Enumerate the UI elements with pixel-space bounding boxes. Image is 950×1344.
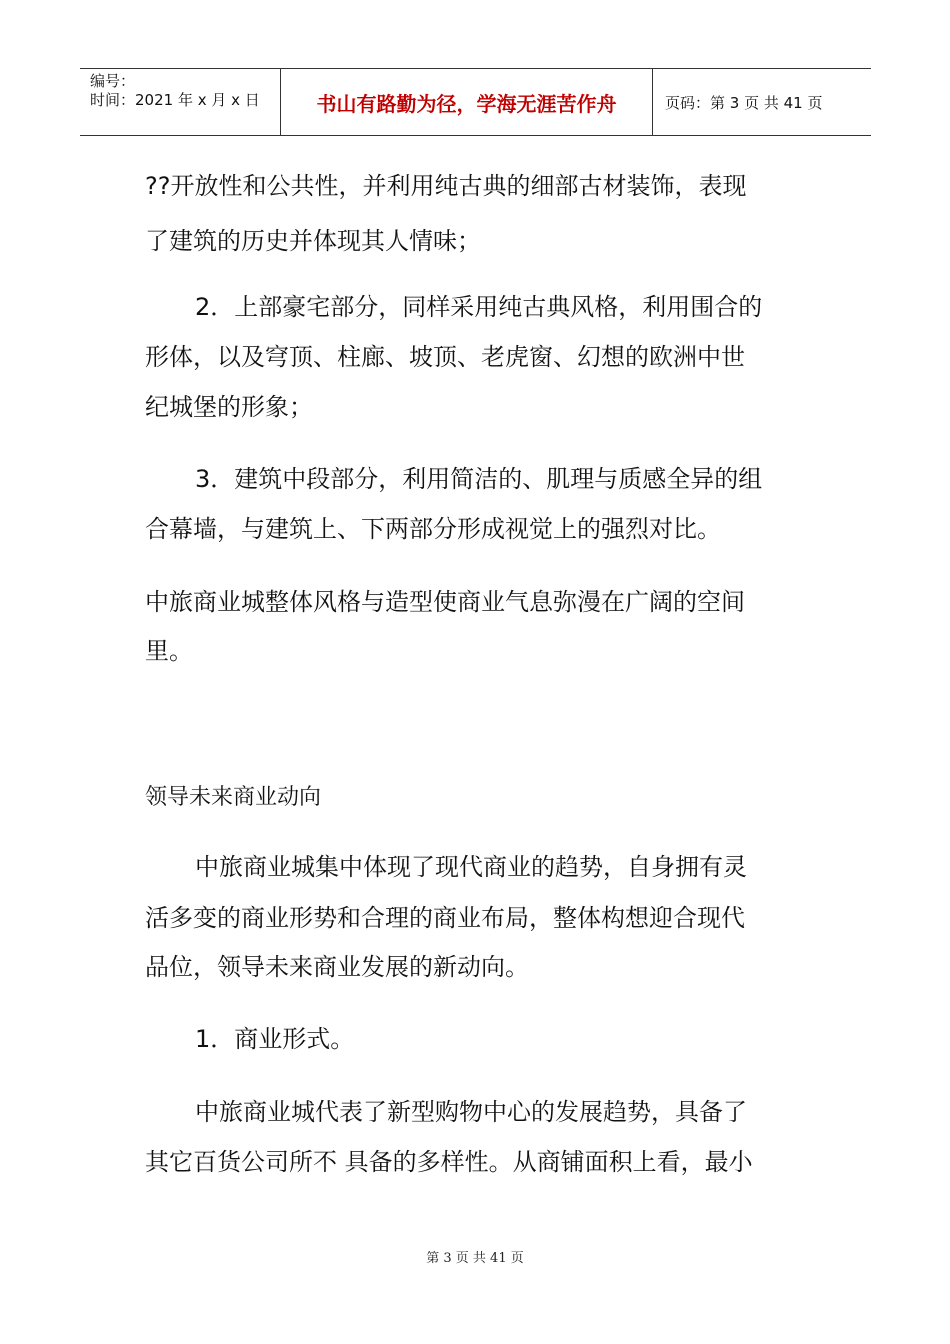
paragraph-line: 合幕墙，与建筑上、下两部分形成视觉上的强烈对比。 bbox=[145, 515, 721, 543]
header-page-info: 页码：第 3 页 共 41 页 bbox=[665, 93, 823, 112]
header-motto: 书山有路勤为径，学海无涯苦作舟 bbox=[281, 69, 653, 135]
paragraph-line: 3．建筑中段部分，利用简洁的、肌理与质感全异的组 bbox=[195, 465, 763, 493]
paragraph-line: 里。 bbox=[145, 637, 193, 665]
paragraph-line: 中旅商业城代表了新型购物中心的发展趋势，具备了 bbox=[195, 1098, 747, 1126]
paragraph-line: ??开放性和公共性，并利用纯古典的细部古材装饰，表现 bbox=[145, 172, 747, 200]
time-label: 时间：2021 年 x 月 x 日 bbox=[90, 91, 260, 109]
paragraph-line: 中旅商业城整体风格与造型使商业气息弥漫在广阔的空间 bbox=[145, 588, 745, 616]
paragraph-line: 中旅商业城集中体现了现代商业的趋势，自身拥有灵 bbox=[195, 853, 747, 881]
page-footer: 第 3 页 共 41 页 bbox=[426, 1251, 524, 1266]
paragraph-line: 2．上部豪宅部分，同样采用纯古典风格，利用围合的 bbox=[195, 293, 763, 321]
section-heading: 领导未来商业动向 bbox=[145, 785, 322, 810]
paragraph-line: 其它百货公司所不 具备的多样性。从商铺面积上看，最小 bbox=[145, 1148, 753, 1176]
paragraph-line: 活多变的商业形势和合理的商业布局，整体构想迎合现代 bbox=[145, 904, 745, 932]
number-label: 编号： bbox=[90, 72, 136, 90]
paragraph-line: 了建筑的历史并体现其人情味； bbox=[145, 227, 481, 255]
paragraph-line: 品位，领导未来商业发展的新动向。 bbox=[145, 953, 529, 981]
list-item-heading: 1．商业形式。 bbox=[195, 1025, 355, 1053]
paragraph-line: 纪城堡的形象； bbox=[145, 393, 313, 421]
paragraph-line: 形体，以及穹顶、柱廊、坡顶、老虎窗、幻想的欧洲中世 bbox=[145, 343, 745, 371]
